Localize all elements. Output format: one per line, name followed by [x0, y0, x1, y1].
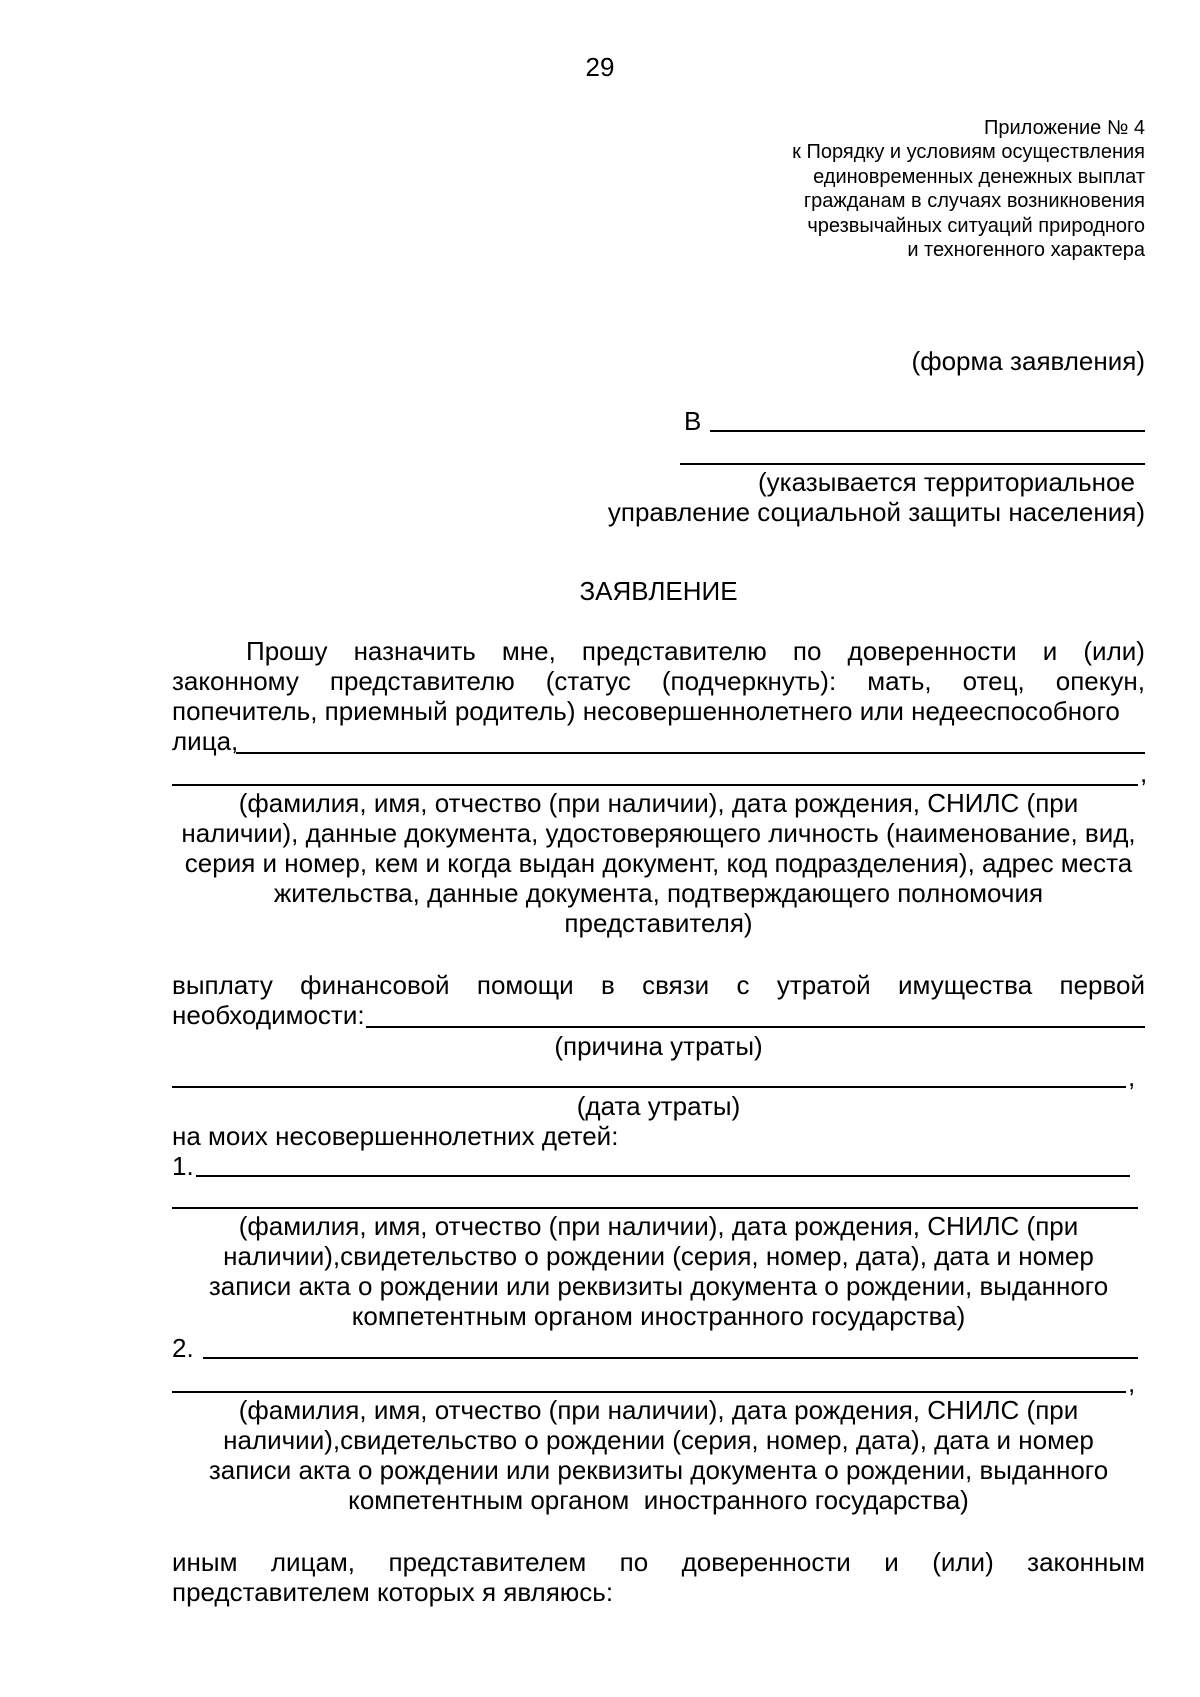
hint-line: компетентным органом иностранного государства): [351, 1301, 966, 1331]
word: иным: [172, 1547, 238, 1577]
appendix-line: к Порядку и условиям осуществления: [792, 141, 1145, 164]
recipient-hint: управление социальной защиты населения): [607, 497, 1145, 527]
comma: ,: [1128, 1368, 1136, 1398]
word: и: [1042, 636, 1058, 666]
word: опекун,: [1055, 666, 1145, 696]
appendix-header: [620, 116, 1145, 262]
comma: ,: [1140, 758, 1148, 788]
form-label: (форма заявления): [911, 346, 1145, 376]
appendix-line: гражданам в случаях возникновения: [803, 190, 1145, 213]
hint-line: (фамилия, имя, отчество (при наличии), дата рождения, СНИЛС (при: [238, 1395, 1079, 1425]
word: (статус: [545, 666, 631, 696]
word: представителю: [581, 636, 767, 666]
hint-line: наличии),свидетельство о рождении (серия, номер, дата), дата и номер: [223, 1241, 1094, 1271]
word: финансовой: [300, 970, 450, 1000]
word: лицам,: [270, 1547, 356, 1577]
intro-line-3: попечитель, приемный родитель) несовершеннолетнего или недееспособного: [172, 696, 1120, 726]
hint-line: записи акта о рождении или реквизиты документа о рождении, выданного: [208, 1271, 1109, 1301]
children-heading: на моих несовершеннолетних детей:: [172, 1121, 619, 1151]
word: мне,: [501, 636, 556, 666]
word: законному: [172, 666, 299, 696]
word: представителем: [388, 1547, 587, 1577]
hint-line: записи акта о рождении или реквизиты документа о рождении, выданного: [208, 1455, 1109, 1485]
child-number: 2.: [172, 1333, 194, 1363]
hint-line: (фамилия, имя, отчество (при наличии), дата рождения, СНИЛС (при: [238, 1211, 1079, 1241]
word: отец,: [962, 666, 1025, 696]
comma: ,: [1128, 1062, 1136, 1092]
hint-line: наличии), данные документа, удостоверяющего личность (наименование, вид,: [181, 818, 1136, 848]
appendix-title: Приложение № 4: [984, 117, 1145, 139]
appendix-line: единовременных денежных выплат: [813, 165, 1145, 188]
word: имущества: [898, 970, 1033, 1000]
word: (подчеркнуть):: [661, 666, 837, 696]
recipient-prefix: В: [684, 406, 702, 436]
intro-line-2: [172, 666, 1145, 696]
child-1-field-line-2[interactable]: [172, 1207, 1138, 1209]
date-hint: (дата утраты): [576, 1091, 741, 1121]
word: помощи: [476, 970, 574, 1000]
page-number: 29: [585, 52, 615, 82]
child-1-hint: [172, 1211, 1145, 1331]
reason-field-line[interactable]: [366, 1026, 1145, 1028]
word: законным: [1027, 1547, 1145, 1577]
child-2-field-line-2[interactable]: [172, 1391, 1126, 1393]
word: с: [736, 970, 750, 1000]
word: первой: [1059, 970, 1145, 1000]
others-line-2: представителем которых я являюсь:: [172, 1577, 614, 1607]
word: по: [619, 1547, 649, 1577]
word: утратой: [776, 970, 871, 1000]
recipient-field-line-2[interactable]: [680, 463, 1145, 465]
person-hint: [172, 788, 1145, 938]
child-2-field-line-1[interactable]: [203, 1357, 1138, 1359]
word: (или): [1083, 636, 1145, 666]
hint-line: компетентным органом иностранного государства): [348, 1485, 969, 1515]
appendix-line: и техногенного характера: [907, 239, 1145, 262]
child-number: 1.: [172, 1151, 194, 1181]
child-1-field-line-1[interactable]: [196, 1175, 1130, 1177]
word: доверенности: [847, 636, 1017, 666]
word: связи: [642, 970, 710, 1000]
date-field-line[interactable]: [172, 1086, 1126, 1088]
word: мать,: [867, 666, 932, 696]
others-line-1: [172, 1547, 1145, 1577]
intro-line-4-prefix: лица,: [172, 726, 239, 756]
word: Прошу: [246, 636, 328, 666]
word: назначить: [353, 636, 476, 666]
word: выплату: [172, 970, 273, 1000]
recipient-field-line-1[interactable]: [710, 430, 1145, 432]
word: в: [600, 970, 615, 1000]
intro-line-1: [246, 636, 1145, 666]
hint-line: (фамилия, имя, отчество (при наличии), дата рождения, СНИЛС (при: [238, 788, 1079, 818]
payment-line-1: [172, 970, 1145, 1000]
payment-line-2-prefix: необходимости:: [172, 1000, 365, 1030]
word: (или): [932, 1547, 994, 1577]
hint-line: жительства, данные документа, подтверждающего полномочия: [273, 878, 1044, 908]
word: по: [792, 636, 822, 666]
reason-hint: (причина утраты): [554, 1031, 763, 1061]
word: доверенности: [681, 1547, 851, 1577]
appendix-line: чрезвычайных ситуаций природного: [807, 214, 1145, 237]
recipient-hint: (указывается территориальное: [758, 467, 1135, 497]
person-field-line-1[interactable]: [236, 752, 1145, 754]
hint-line: серия и номер, кем и когда выдан документ, код подразделения), адрес места: [184, 848, 1133, 878]
doc-title: ЗАЯВЛЕНИЕ: [579, 576, 738, 606]
child-2-hint: [172, 1395, 1145, 1515]
word: и: [884, 1547, 899, 1577]
hint-line: наличии),свидетельство о рождении (серия, номер, дата), дата и номер: [223, 1425, 1094, 1455]
word: представителю: [329, 666, 515, 696]
hint-line: представителя): [564, 908, 753, 938]
person-field-line-2[interactable]: [172, 784, 1138, 786]
